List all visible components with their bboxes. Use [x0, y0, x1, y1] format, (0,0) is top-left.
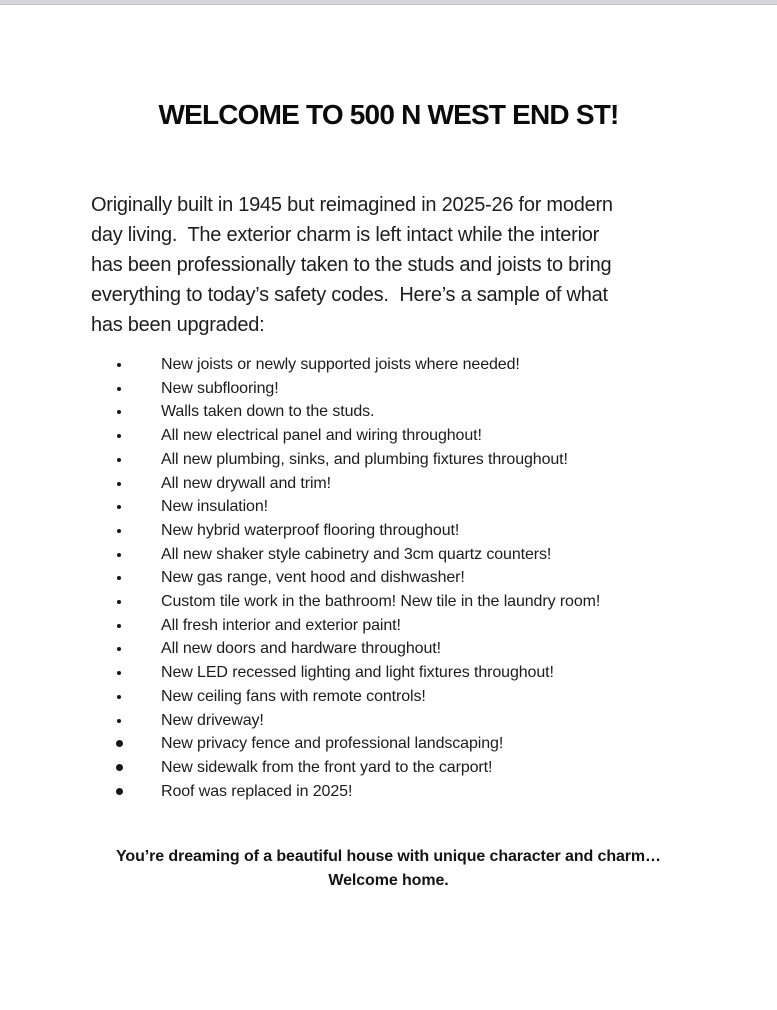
list-item	[117, 519, 697, 543]
list-item-text: New joists or newly supported joists where needed!	[161, 356, 520, 373]
list-item	[117, 566, 697, 590]
list-item	[117, 637, 697, 661]
list-item	[117, 685, 697, 709]
list-item-text: Roof was replaced in 2025!	[161, 782, 353, 800]
list-item-text: Custom tile work in the bathroom! New tile in the laundry room!	[161, 593, 601, 611]
list-item-text: All new shaker style cabinetry and 3cm quartz counters!	[161, 545, 552, 563]
list-item	[117, 424, 697, 448]
bullet-icon	[116, 740, 123, 747]
bullet-icon	[117, 505, 121, 509]
bullet-icon	[117, 553, 121, 557]
list-item	[117, 400, 697, 424]
list-item	[117, 448, 697, 472]
list-item	[117, 614, 697, 638]
list-item-text: New subflooring!	[161, 379, 279, 397]
list-item-text: All fresh interior and exterior paint!	[161, 616, 401, 634]
document-title: WELCOME TO 500 N WEST END ST!	[158, 99, 619, 130]
bullet-icon	[117, 410, 121, 414]
list-item	[117, 780, 697, 804]
bullet-icon	[116, 764, 123, 771]
list-item	[117, 353, 697, 377]
list-item-text: New LED recessed lighting and light fixtures throughout!	[161, 664, 554, 682]
closing-statement	[0, 845, 777, 893]
list-item-text: All new doors and hardware throughout!	[161, 640, 441, 658]
closing-line: You’re dreaming of a beautiful house with unique character and charm…	[116, 848, 661, 865]
bullet-icon	[117, 458, 121, 462]
list-item-text: All new plumbing, sinks, and plumbing fixtures throughout!	[161, 450, 568, 468]
list-item-text: All new drywall and trim!	[161, 474, 332, 492]
intro-line: Originally built in 1945 but reimagined in 2025-26 for modern	[91, 194, 613, 216]
bullet-icon	[117, 695, 121, 699]
closing-line: Welcome home.	[328, 872, 449, 889]
list-item	[117, 377, 697, 401]
list-item-text: New driveway!	[161, 711, 264, 729]
bullet-icon	[117, 434, 121, 438]
intro-paragraph	[91, 190, 701, 340]
list-item-text: New insulation!	[161, 498, 269, 516]
list-item-text: New privacy fence and professional landscaping!	[161, 735, 504, 753]
list-item	[117, 709, 697, 733]
upgrades-list	[117, 353, 697, 803]
intro-line: everything to today’s safety codes. Here’s a sample of what	[91, 284, 608, 306]
list-item	[117, 756, 697, 780]
bullet-icon	[117, 363, 121, 367]
list-item-text: All new electrical panel and wiring throughout!	[161, 427, 482, 445]
list-item-text: New sidewalk from the front yard to the carport!	[161, 758, 493, 776]
bullet-icon	[117, 482, 121, 486]
bullet-icon	[117, 576, 121, 580]
list-item-text: New ceiling fans with remote controls!	[161, 687, 426, 705]
bullet-icon	[117, 719, 121, 723]
bullet-icon	[117, 624, 121, 628]
page-top-edge	[0, 0, 777, 5]
list-item-text: Walls taken down to the studs.	[161, 403, 375, 421]
list-item-text: New hybrid waterproof flooring throughout!	[161, 521, 460, 539]
list-item	[117, 472, 697, 496]
bullet-icon	[116, 788, 123, 795]
intro-line: day living. The exterior charm is left intact while the interior	[91, 224, 600, 246]
list-item-text: New gas range, vent hood and dishwasher!	[161, 569, 465, 587]
list-item	[117, 543, 697, 567]
bullet-icon	[117, 387, 121, 391]
bullet-icon	[117, 529, 121, 533]
bullet-icon	[117, 600, 121, 604]
list-item	[117, 495, 697, 519]
intro-line: has been upgraded:	[91, 314, 265, 336]
list-item	[117, 590, 697, 614]
list-item	[117, 661, 697, 685]
bullet-icon	[117, 671, 121, 675]
intro-line: has been professionally taken to the studs and joists to bring	[91, 254, 612, 276]
bullet-icon	[117, 647, 121, 651]
list-item	[117, 732, 697, 756]
